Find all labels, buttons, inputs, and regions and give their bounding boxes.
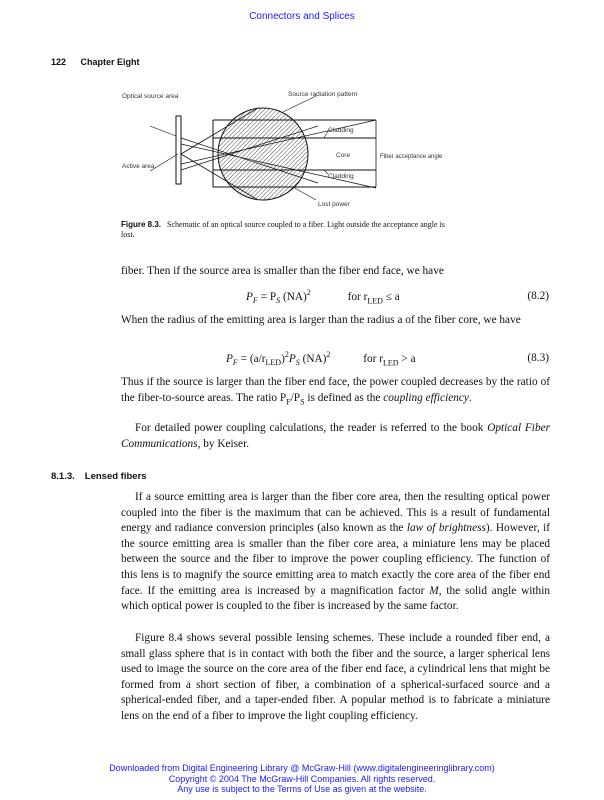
- paragraph-2: When the radius of the emitting area is larger than the radius a of the fiber core, we have: [121, 314, 521, 326]
- paragraph-3: Thus if the source is larger than the fiber end face, the power coupled decreases by the ratio of the fiber-to-source areas. The ratio $P_F/P_S$ is defined as the coupling efficiency.: [121, 376, 550, 406]
- section-heading: [51, 471, 157, 482]
- paragraph-4: For detailed power coupling calculations, the reader is referred to the book Optical Fiber Communications, by Keiser.: [121, 422, 550, 450]
- footer-link[interactable]: Downloaded from Digital Engineering Library @ McGraw-Hill (www.digitalengineeringlibrary.com): [109, 763, 495, 773]
- top-banner-link[interactable]: Connectors and Splices: [249, 11, 355, 22]
- figure-caption-number: Figure 8.3.: [121, 220, 162, 229]
- figure-8-3-diagram: [118, 86, 443, 214]
- source-plate: [176, 116, 181, 184]
- label-optical-source: Optical source area: [122, 93, 179, 100]
- label-cladding-top: Cladding: [328, 127, 354, 134]
- label-cladding-bottom: Cladding: [328, 173, 354, 180]
- section-title: Lensed fibers: [84, 471, 147, 482]
- label-core: Core: [336, 152, 351, 159]
- figure-caption: [121, 220, 451, 240]
- section-paragraph-2: Figure 8.4 shows several possible lensing schemes. These include a rounded fiber end, a small glass sphere that is in contact with both the fiber and the source, a larger spherical lens used to image the source on the core area of the fiber end face, a cylindrical lens that might be formed from a short section of fiber, a combination of a spherical-surfaced source and a spherical-ended fiber, and a taper-ended fiber. A popular method is to fabricate a miniature lens on the end of a fiber to improve the light coupling efficiency.: [121, 632, 550, 722]
- paragraph-1: fiber. Then if the source area is smaller than the fiber end face, we have: [121, 265, 444, 277]
- running-head: [51, 57, 152, 67]
- label-source-radiation: Source radiation pattern: [288, 91, 358, 98]
- chapter-title: Chapter Eight: [80, 57, 140, 67]
- footer-terms: Any use is subject to the Terms of Use as given at the website.: [177, 784, 427, 794]
- equation-8-3-number: (8.3): [527, 352, 549, 364]
- footer: [0, 763, 604, 795]
- page-number: 122: [51, 57, 67, 67]
- equation-8-2: $P_F = P_S$ (NA)$^2$ for $r_{LED} \le a$: [246, 288, 400, 306]
- section-number: 8.1.3.: [51, 471, 75, 482]
- label-lost-power: Lost power: [318, 201, 350, 208]
- equation-8-2-number: (8.2): [527, 290, 549, 302]
- label-acceptance-angle: Fiber acceptance angle: [380, 154, 443, 160]
- footer-copyright: Copyright © 2004 The McGraw-Hill Companies. All rights reserved.: [168, 773, 436, 784]
- section-paragraph-1: If a source emitting area is larger than the fiber core area, then the resulting optical power coupled into the fiber is the maximum that can be achieved. This is a result of fundamental energy and radiance conversion principles (also known as the law of brightness). However, if the source emitting area is smaller than the fiber core area, a miniature lens may be placed between the source and the fiber to improve the power coupling efficiency. The function of this lens is to magnify the source emitting area to match exactly the core area of the fiber end face. If the emitting area is increased by a magnification factor M, the solid angle within which optical power is coupled to the fiber is increased by the same factor.: [121, 491, 550, 613]
- equation-8-3: $P_F = (a/r_{LED})^2P_S$ (NA)$^2$ for $r_{LED} > a$: [226, 350, 416, 368]
- label-active-area: Active area: [122, 163, 155, 170]
- figure-caption-text: Schematic of an optical source coupled to a fiber. Light outside the acceptance angle is lost.: [121, 220, 445, 239]
